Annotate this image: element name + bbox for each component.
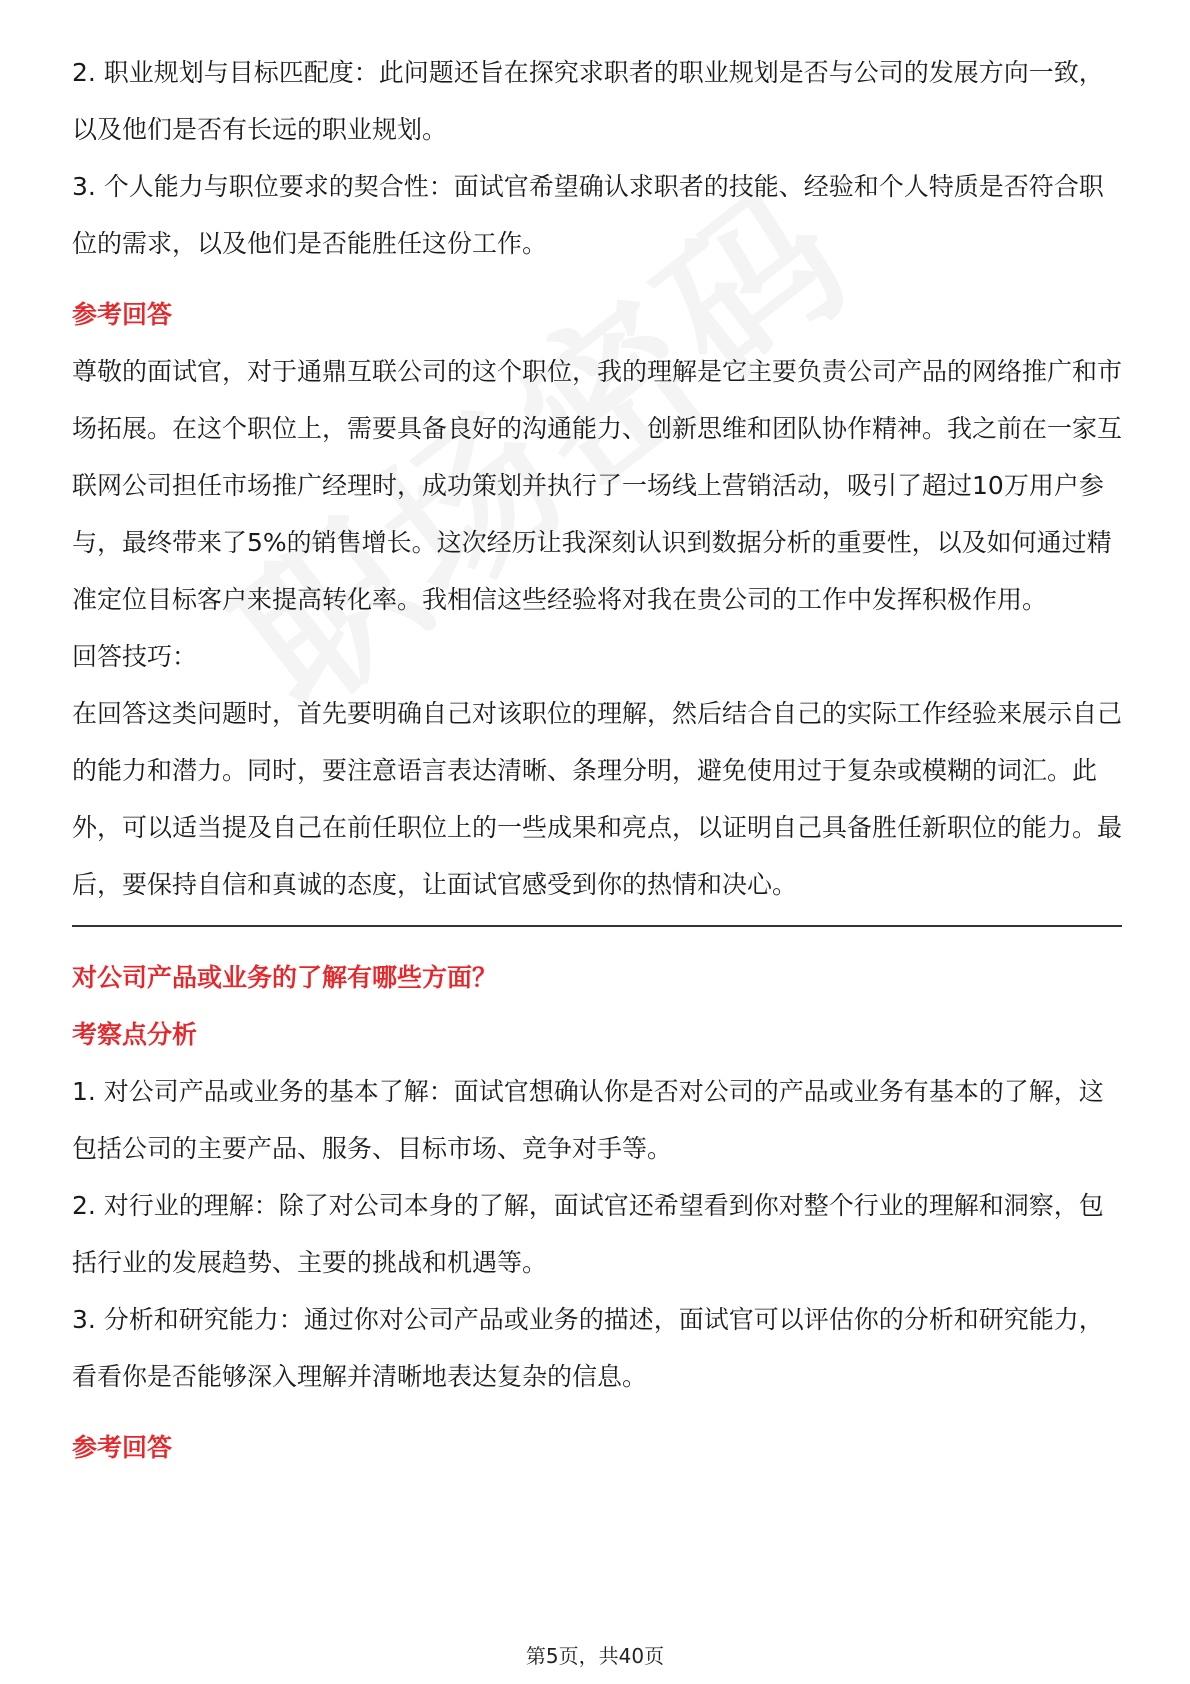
page-footer: 第5页，共40页 bbox=[525, 1644, 665, 1668]
section1-answer-text: 尊敬的面试官，对于通鼎互联公司的这个职位，我的理解是它主要负责公司产品的网络推广和市场拓展。在这个职位上，需要具备良好的沟通能力、创新思维和团队协作精神。我之前在一家互联网公司担任市场推广经理时，成功策划并执行了一场线上营销活动，吸引了超过10万用户参与，最终带来了5%的销售增长。这次经历让我深刻认识到数据分析的重要性，以及如何通过精准定位目标客户来提高转化率。我相信这些经验将对我在贵公司的工作中发挥积极作用。 bbox=[72, 357, 1123, 614]
section1-answer-heading: 参考回答 bbox=[72, 300, 173, 329]
section1-tips-label: 回答技巧： bbox=[72, 642, 198, 671]
section2-question: 对公司产品或业务的了解有哪些方面？ bbox=[72, 963, 498, 992]
page-content bbox=[72, 44, 1122, 1476]
section-divider bbox=[72, 925, 1122, 927]
section1-tips-text: 在回答这类问题时，首先要明确自己对该职位的理解，然后结合自己的实际工作经验来展示自己的能力和潜力。同时，要注意语言表达清晰、条理分明，避免使用过于复杂或模糊的词汇。此外，可以适当提及自己在前任职位上的一些成果和亮点，以证明自己具备胜任新职位的能力。最后，要保持自信和真诚的态度，让面试官感受到你的热情和决心。 bbox=[72, 699, 1123, 899]
section2-point-2: 2. 对行业的理解：除了对公司本身的了解，面试官还希望看到你对整个行业的理解和洞察，包括行业的发展趋势、主要的挑战和机遇等。 bbox=[72, 1191, 1104, 1277]
section1-point-3: 3. 个人能力与职位要求的契合性：面试官希望确认求职者的技能、经验和个人特质是否符合职位的需求，以及他们是否能胜任这份工作。 bbox=[72, 172, 1104, 258]
section2-answer-heading: 参考回答 bbox=[72, 1433, 173, 1462]
section1-point-2: 2. 职业规划与目标匹配度：此问题还旨在探究求职者的职业规划是否与公司的发展方向一致，以及他们是否有长远的职业规划。 bbox=[72, 58, 1104, 144]
section2-point-1: 1. 对公司产品或业务的基本了解：面试官想确认你是否对公司的产品或业务有基本的了解，这包括公司的主要产品、服务、目标市场、竞争对手等。 bbox=[72, 1077, 1104, 1163]
section2-point-3: 3. 分析和研究能力：通过你对公司产品或业务的描述，面试官可以评估你的分析和研究能力，看看你是否能够深入理解并清晰地表达复杂的信息。 bbox=[72, 1305, 1104, 1391]
section2-analysis-heading: 考察点分析 bbox=[72, 1020, 198, 1049]
